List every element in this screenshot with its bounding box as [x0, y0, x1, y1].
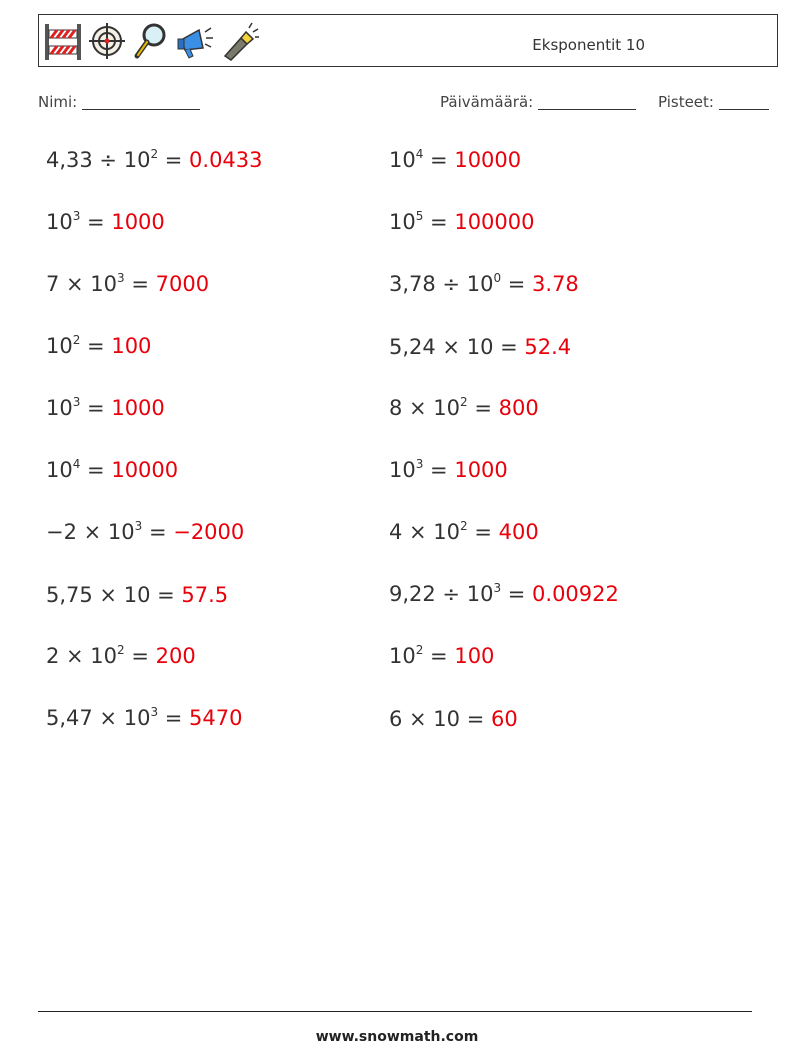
answer: 800 — [498, 396, 539, 420]
problem-item: 5,75 × 10 = 57.5 — [46, 583, 229, 607]
problem-item: $10^2 = 100$ — [46, 333, 152, 358]
problem-item: $10^4 = 10000$ — [46, 457, 179, 482]
answer: 7000 — [155, 272, 210, 296]
problem-item: $3,78 \div 10^0 = 3.78$ — [389, 271, 579, 296]
problem-item: $10^3 = 1000$ — [46, 395, 165, 420]
problem-item: $8 \times 10^2 = 800$ — [389, 395, 539, 420]
answer: 52.4 — [524, 335, 572, 359]
name-field — [38, 93, 200, 111]
score-field — [658, 93, 769, 111]
date-blank[interactable] — [538, 95, 636, 110]
problem-item: $4 \times 10^2 = 400$ — [389, 519, 539, 544]
problem-item: $9,22 \div 10^3 = 0.00922$ — [389, 581, 619, 606]
problem-item: $10^2 = 100$ — [389, 643, 495, 668]
answer: 1000 — [111, 396, 165, 420]
answer: 3.78 — [532, 272, 579, 296]
problem-item: $7 \times 10^3 = 7000$ — [46, 271, 210, 296]
problem-item: 6 × 10 = 60 — [389, 707, 518, 731]
name-label: Nimi: — [38, 93, 78, 111]
footer-divider — [38, 1011, 752, 1012]
worksheet-title: Eksponentit 10 — [532, 36, 645, 54]
score-blank[interactable] — [719, 95, 769, 110]
problem-item: $10^4 = 10000$ — [389, 147, 522, 172]
answer: 100 — [454, 644, 495, 668]
date-label: Päivämäärä: — [440, 93, 534, 111]
answer: 10000 — [454, 148, 522, 172]
score-label: Pisteet: — [658, 93, 714, 111]
problem-item: $10^3 = 1000$ — [389, 457, 508, 482]
answer: 1000 — [111, 210, 165, 234]
answer: 10000 — [111, 458, 179, 482]
answer: 57.5 — [181, 583, 229, 607]
problem-item: $2 \times 10^2 = 200$ — [46, 643, 196, 668]
answer: 400 — [498, 520, 539, 544]
problem-item: 5,24 × 10 = 52.4 — [389, 335, 572, 359]
date-field — [440, 93, 636, 111]
answer: 200 — [155, 644, 196, 668]
answer: 100000 — [454, 210, 535, 234]
name-blank[interactable] — [82, 95, 200, 110]
answer: 1000 — [454, 458, 508, 482]
footer-url[interactable]: www.snowmath.com — [315, 1029, 479, 1045]
answer: 0.00922 — [532, 582, 619, 606]
problem-item: $4,33 \div 10^2 = 0.0433$ — [46, 147, 263, 172]
worksheet-header — [38, 14, 778, 67]
answer: −2000 — [173, 520, 245, 544]
answer: 60 — [490, 707, 518, 731]
answer: 0.0433 — [189, 148, 263, 172]
answer: 5470 — [189, 706, 243, 730]
problem-item: $10^3 = 1000$ — [46, 209, 165, 234]
problem-item: $5,47 \times 10^3 = 5470$ — [46, 705, 243, 730]
answer: 100 — [111, 334, 152, 358]
problem-item: $-2 \times 10^3 = -2000$ — [46, 519, 245, 544]
problem-item: $10^5 = 100000$ — [389, 209, 535, 234]
